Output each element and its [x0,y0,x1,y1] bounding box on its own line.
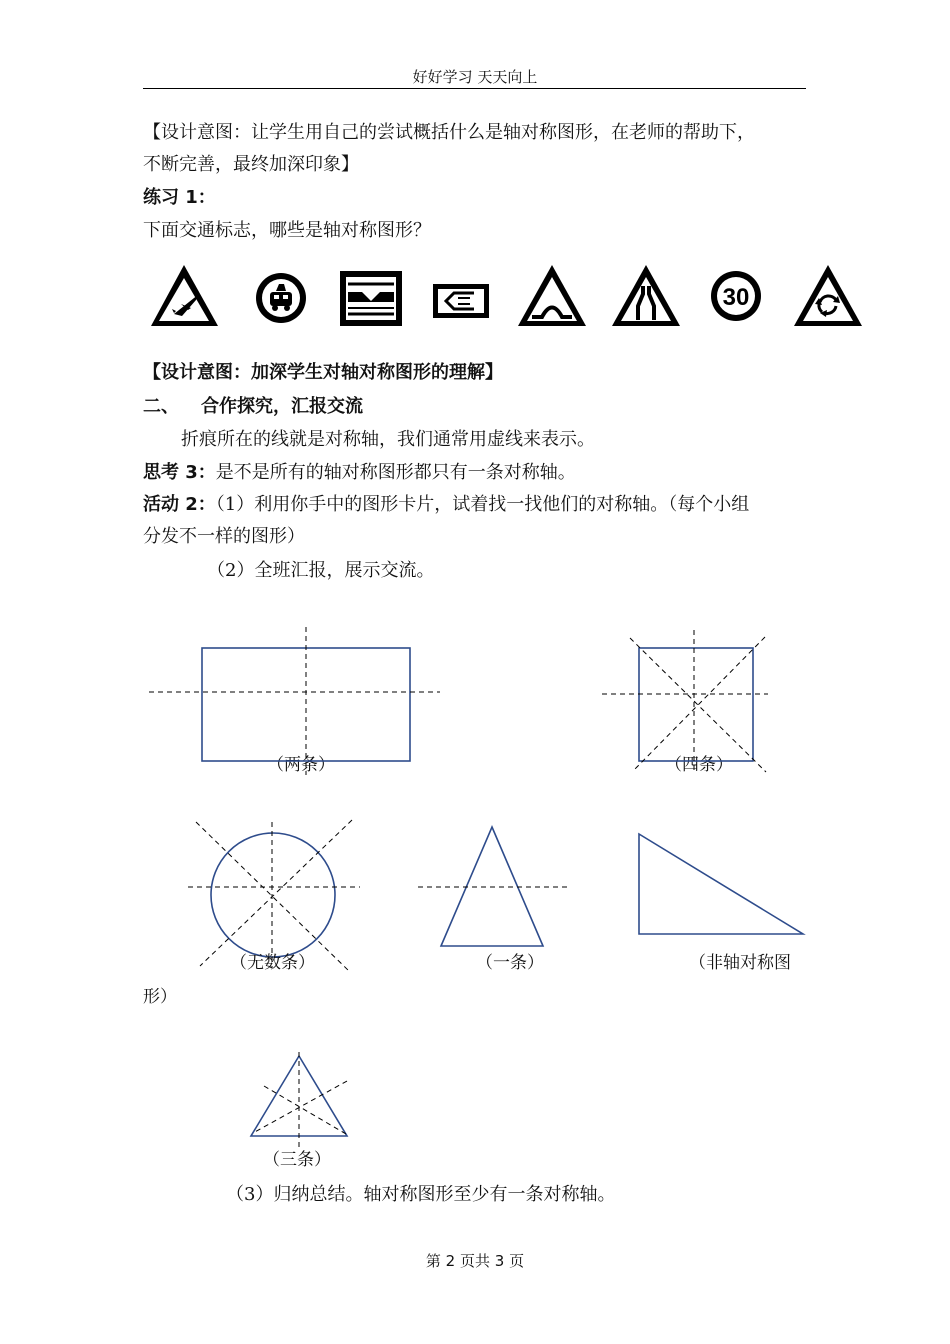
isosceles-triangle-figure [418,827,567,946]
rectangle-caption: （两条） [267,755,335,775]
square-shape [639,648,753,761]
equilateral-axis-3 [253,1081,347,1133]
activity-text-line1: （1）利用你手中的图形卡片，试着找一找他们的对称轴。（每个小组 [215,494,750,515]
design-intent-2: 【设计意图：加深学生对轴对称图形的理解】 [143,362,503,383]
square-figure [602,630,768,772]
section-title: 合作探究，汇报交流 [201,396,363,417]
section-number: 二、 [143,396,179,417]
page-header: 好好学习 天天向上 [412,68,538,86]
think-label: 思考 3： [143,462,216,483]
circle-axis-4 [200,820,352,966]
exercise-question: 下面交通标志，哪些是轴对称图形？ [143,220,431,241]
page-footer: 第 2 页共 3 页 [425,1252,525,1270]
speed-limit-label: 30 [722,284,750,311]
right-triangle-caption-part2: 形） [143,987,177,1007]
equilateral-triangle-figure [251,1052,347,1148]
right-triangle-shape [639,834,803,934]
circle-shape [211,833,335,957]
right-triangle-figure [639,834,803,934]
activity-text-line2: 分发不一样的图形） [143,526,305,547]
design-intent-1-line1: 【设计意图：让学生用自己的尝试概括什么是轴对称图形，在老师的帮助下， [143,122,755,143]
exercise-title: 练习 1： [143,187,216,208]
rectangle-figure [149,627,440,775]
equilateral-caption: （三条） [263,1150,331,1170]
circle-caption: （无数条） [230,953,315,973]
activity-step2: （2）全班汇报，展示交流。 [207,560,435,581]
right-triangle-caption-part1: （非轴对称图 [689,953,791,973]
summary-text: （3）归纳总结。轴对称图形至少有一条对称轴。 [226,1184,616,1205]
square-axis-diagonal-1 [630,638,766,772]
activity-label: 活动 2： [143,494,216,515]
crease-text: 折痕所在的线就是对称轴，我们通常用虚线来表示。 [181,429,595,450]
design-intent-1-line2: 不断完善，最终加深印象】 [143,154,359,175]
square-axis-diagonal-2 [634,637,765,770]
square-caption: （四条） [665,755,733,775]
think-text: 是不是所有的轴对称图形都只有一条对称轴。 [215,462,576,483]
isosceles-caption: （一条） [476,953,544,973]
